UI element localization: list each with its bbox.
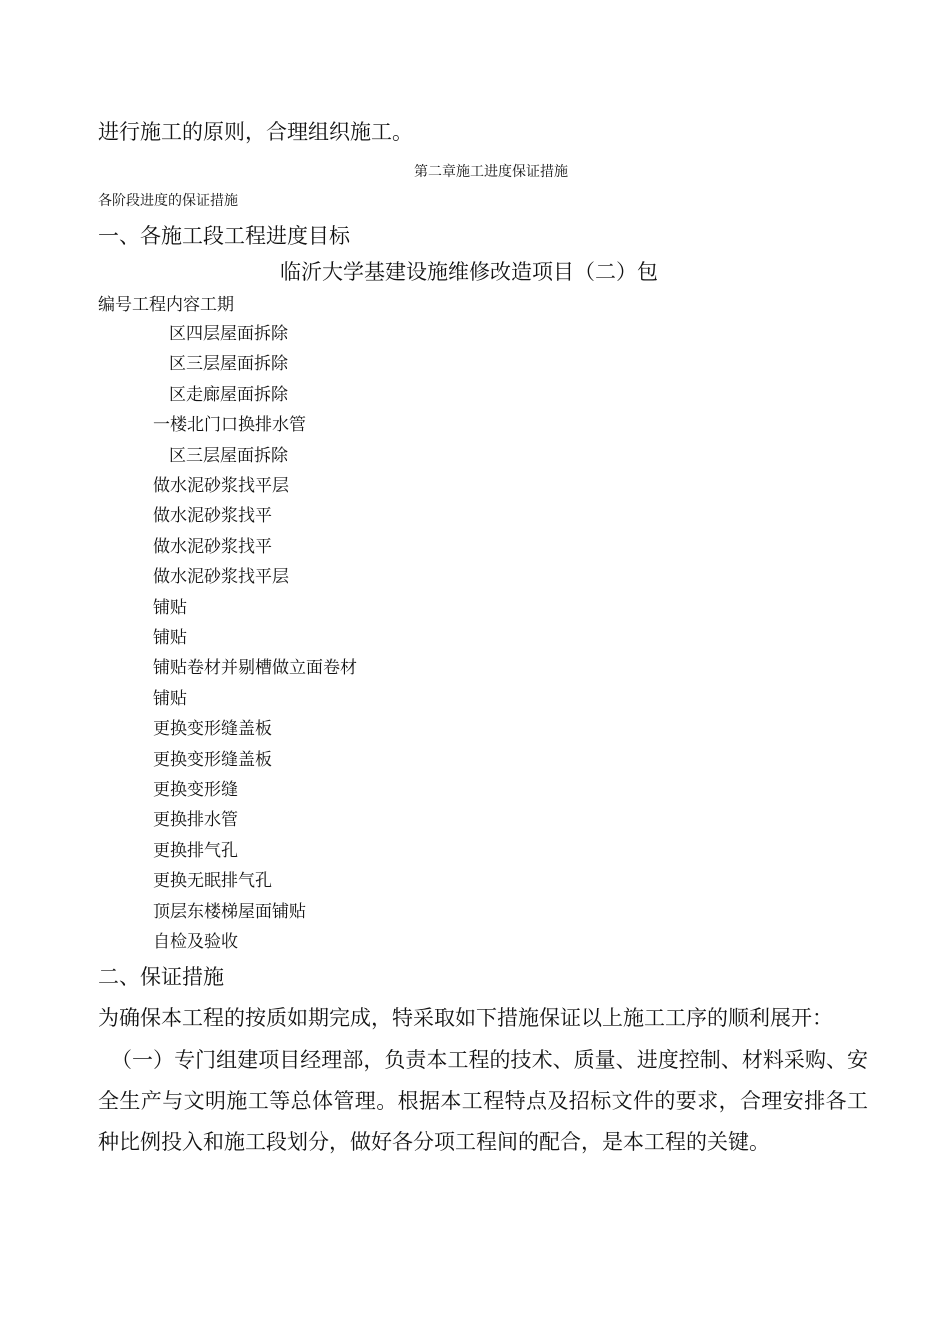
list-item: 区三层屋面拆除	[169, 446, 288, 466]
list-item: 区三层屋面拆除	[169, 354, 288, 374]
list-item: 自检及验收	[153, 932, 238, 952]
list-item: 做水泥砂浆找平	[153, 537, 272, 557]
list-item: 一楼北门口换排水管	[153, 415, 306, 435]
list-item: 更换无眠排气孔	[153, 871, 272, 891]
list-item: 做水泥砂浆找平层	[153, 567, 289, 587]
list-item: 更换变形缝盖板	[153, 750, 272, 770]
paragraph-intro: 为确保本工程的按质如期完成，特采取如下措施保证以上施工工序的顺利展开：	[98, 1006, 833, 1030]
list-item: 更换排水管	[153, 810, 238, 830]
list-item: 更换排气孔	[153, 841, 238, 861]
list-item: 做水泥砂浆找平层	[153, 476, 289, 496]
list-item: 更换变形缝	[153, 780, 238, 800]
project-title: 临沂大学基建设施维修改造项目（二）包	[280, 260, 658, 284]
list-item: 铺贴	[153, 598, 187, 618]
section-heading-1: 一、各施工段工程进度目标	[98, 224, 350, 248]
paragraph-body: （一）专门组建项目经理部，负责本工程的技术、质量、进度控制、材料采购、安全生产与文明施工等总体管理。根据本工程特点及招标文件的要求，合理安排各工种比例投入和施工段划分，做好各分项工程间的配合，是本工程的关键。	[98, 1048, 868, 1154]
section-subtitle: 各阶段进度的保证措施	[98, 193, 238, 209]
list-item: 区走廊屋面拆除	[169, 385, 288, 405]
intro-line: 进行施工的原则，合理组织施工。	[98, 120, 413, 144]
list-item: 更换变形缝盖板	[153, 719, 272, 739]
chapter-title-text: 第二章施工进度保证措施	[414, 164, 568, 180]
list-item: 做水泥砂浆找平	[153, 506, 272, 526]
list-item: 顶层东楼梯屋面铺贴	[153, 902, 306, 922]
section-heading-2: 二、保证措施	[98, 965, 224, 989]
list-item: 区四层屋面拆除	[169, 324, 288, 344]
chapter-title	[0, 161, 950, 181]
list-item: 铺贴	[153, 628, 187, 648]
list-item: 铺贴	[153, 689, 187, 709]
table-header: 编号工程内容工期	[98, 295, 234, 315]
list-item: 铺贴卷材并剔槽做立面卷材	[153, 658, 357, 678]
